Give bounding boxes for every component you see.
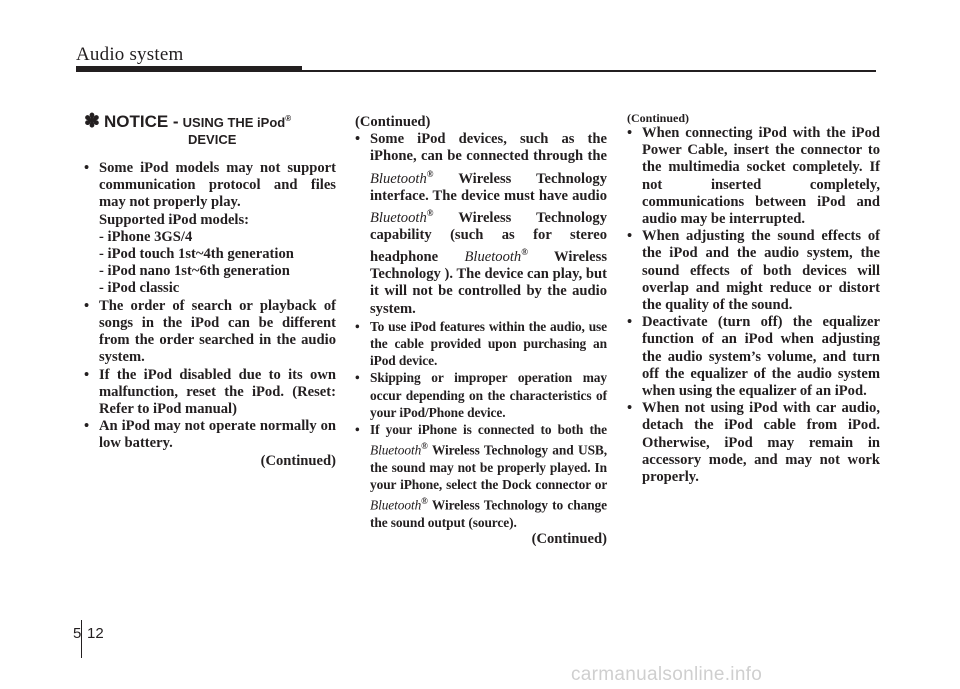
list-item [355, 421, 607, 531]
text-run: Wireless Technology interface. The device must have audio [370, 170, 607, 204]
page-number: 12 [87, 625, 104, 642]
watermark: carmanualsonline.info [571, 664, 763, 685]
registered-mark: ® [521, 247, 528, 258]
column-3 [627, 111, 880, 486]
text-run: Wireless Technology ). The device can play, but it will not be controlled by the audio system. [370, 249, 607, 317]
bluetooth-term: Bluetooth [370, 209, 427, 226]
list-item-text: Some iPod models may not support communication protocol and files may not properly play. [99, 160, 336, 211]
header-title: Audio system [76, 44, 184, 65]
continued-label: (Continued) [355, 114, 431, 130]
col1-list [84, 160, 336, 452]
notice-title-line2: DEVICE [188, 132, 237, 148]
notice-heading [84, 110, 336, 148]
notice-star-icon: ✽ [84, 110, 100, 132]
model-item: - iPod nano 1st~6th generation [99, 263, 290, 280]
column-1 [84, 110, 336, 470]
list-item [355, 131, 607, 318]
text-run: If your iPhone is connected to both the [370, 422, 607, 438]
supported-models-label: Supported iPod models: [99, 211, 250, 228]
continued-label: (Continued) [260, 452, 336, 469]
col2-list [355, 131, 607, 531]
registered-mark: ® [421, 496, 428, 507]
list-item: • When connecting iPod with the iPod Power Cable, insert the connector to the multimedia socket completely. If not inserted completely, communications between iPod and audio may be interrupted. [627, 125, 880, 228]
model-item: - iPod classic [99, 280, 180, 297]
supported-models [99, 212, 336, 298]
list-item: • To use iPod features within the audio, use the cable provided upon purchasing an iPod device. [355, 318, 607, 370]
header-rule-thin [302, 70, 876, 72]
col3-list [627, 125, 880, 486]
page-section-number: 5 [73, 625, 82, 642]
registered-mark: ® [426, 207, 434, 218]
list-item: • An iPod may not operate normally on low battery. [84, 418, 336, 452]
text-run: Some iPod devices, such as the iPhone, can be connected through the [370, 131, 607, 165]
list-item: • When not using iPod with car audio, detach the iPod cable from iPod. Otherwise, iPod may remain in accessory mode, and may not work properly. [627, 400, 880, 486]
bluetooth-term: Bluetooth [370, 170, 427, 187]
continued-label: (Continued) [627, 111, 690, 125]
bluetooth-term: Bluetooth [370, 497, 422, 513]
continued-label: (Continued) [531, 531, 607, 548]
text-run: Wireless Technology capability (such as for stereo headphone [370, 209, 607, 265]
notice-prefix: NOTICE - [103, 111, 179, 131]
model-item: - iPod touch 1st~4th generation [99, 246, 294, 263]
registered-mark: ® [426, 168, 434, 179]
header-rule-thick [76, 66, 302, 72]
list-item: • When adjusting the sound effects of the iPod and the audio system, the sound effects of both devices will overlap and might reduce or distort the quality of the sound. [627, 228, 880, 314]
bluetooth-term: Bluetooth [464, 249, 522, 265]
column-2 [355, 114, 607, 548]
registered-mark: ® [421, 441, 428, 452]
bluetooth-term: Bluetooth [370, 442, 422, 458]
text-run: Wireless Technology and USB, the sound may not be properly played. In your iPhone, select the Dock connector or [370, 442, 607, 493]
notice-title-sup: ® [285, 114, 292, 123]
model-item: - iPhone 3GS/4 [99, 228, 193, 245]
list-item: • The order of search or playback of songs in the iPod can be different from the order searched in the audio system. [84, 298, 336, 367]
page-divider [81, 620, 82, 658]
list-item: • Deactivate (turn off) the equalizer function of an iPod when adjusting the audio system’s volume, and turn off the equalizer of the audio system when using the equalizer of an iPod. [627, 314, 880, 400]
list-item: • Skipping or improper operation may occur depending on the characteristics of your iPod/Phone device. [355, 369, 607, 421]
list-item: • If the iPod disabled due to its own malfunction, reset the iPod. (Reset: Refer to iPod manual) [84, 367, 336, 419]
notice-title: USING THE iPod [182, 114, 286, 130]
list-item [84, 160, 336, 298]
text-run: Wireless Technology to change the sound output (source). [370, 497, 607, 530]
